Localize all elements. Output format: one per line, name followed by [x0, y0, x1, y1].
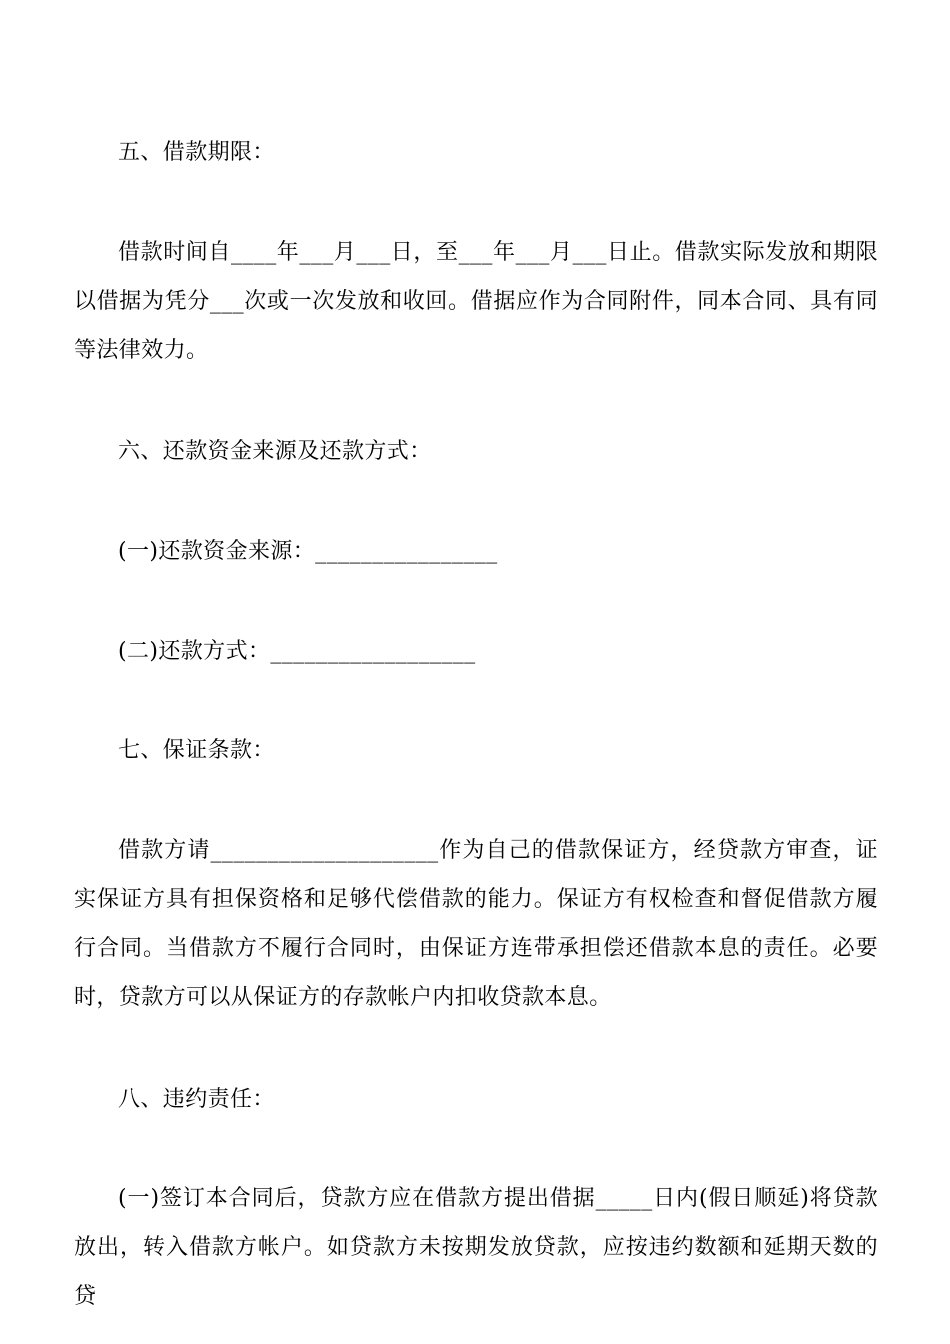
section-6-item-1: (一)还款资金来源：________________ [118, 539, 498, 564]
section-5-heading: 五、借款期限： [118, 140, 275, 165]
section-6-heading: 六、还款资金来源及还款方式： [118, 439, 432, 464]
section-6-item-2: (二)还款方式：__________________ [118, 639, 476, 664]
section-5-paragraph: 借款时间自____年___月___日，至___年___月___日止。借款实际发放和期限以借据为凭分___次或一次发放和收回。借据应作为合同附件，同本合同、具有同等法律效力。 [74, 240, 878, 363]
section-7-paragraph: 借款方请____________________作为自己的借款保证方，经贷款方审查，证实保证方具有担保资格和足够代偿借款的能力。保证方有权检查和督促借款方履行合同。当借款方不履行合同时，由保证方连带承担偿还借款本息的责任。必要时，贷款方可以从保证方的存款帐户内扣收贷款本息。 [74, 838, 878, 1010]
section-8-paragraph: (一)签订本合同后，贷款方应在借款方提出借据_____日内(假日顺延)将贷款放出，转入借款方帐户。如贷款方未按期发放贷款，应按违约数额和延期天数的贷 [74, 1186, 878, 1309]
section-8-heading: 八、违约责任： [118, 1087, 275, 1112]
section-7-heading: 七、保证条款： [118, 738, 275, 763]
